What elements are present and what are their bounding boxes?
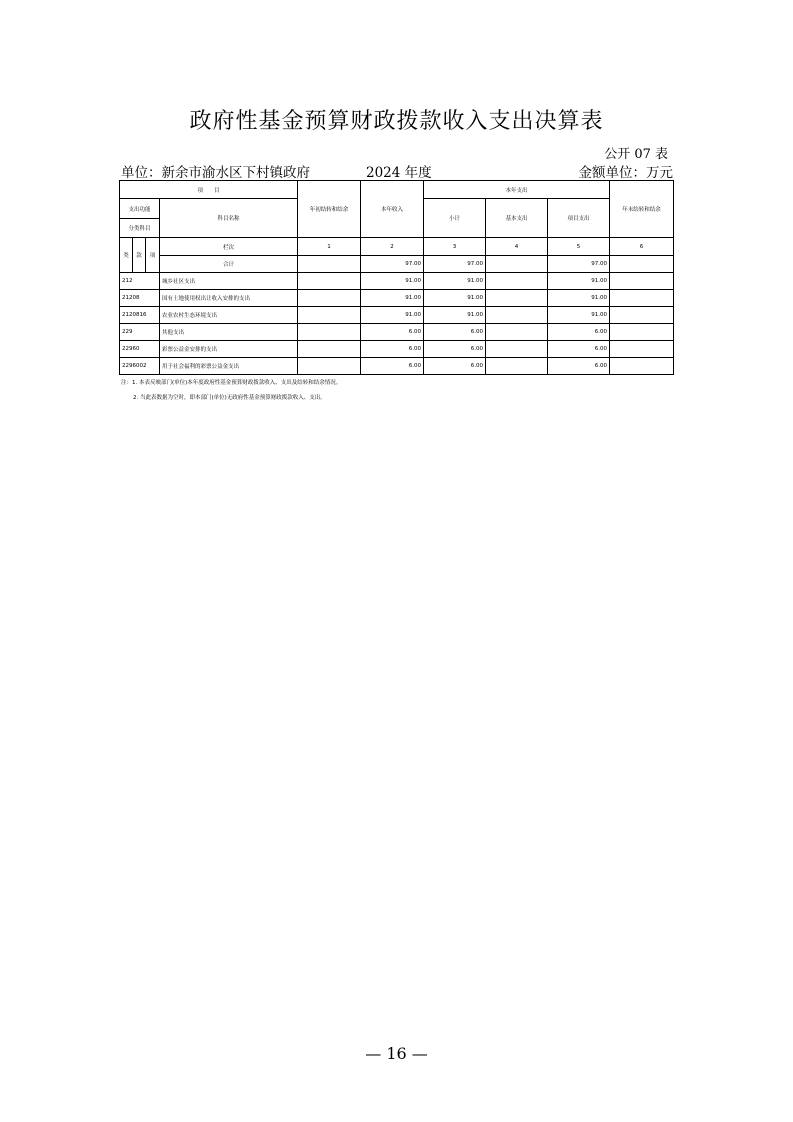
row-basic — [486, 307, 548, 324]
total-basic — [486, 256, 548, 273]
row-subtotal: 6.00 — [424, 341, 486, 358]
row-project: 91.00 — [548, 307, 610, 324]
row-begin — [298, 307, 361, 324]
total-begin — [298, 256, 361, 273]
year-label: 2024 年度 — [366, 165, 432, 181]
header-subject-name: 科目名称 — [160, 199, 298, 238]
row-subtotal: 6.00 — [424, 358, 486, 375]
row-begin — [298, 358, 361, 375]
page-number: — 16 — — [365, 1044, 428, 1063]
row-name: 农业农村生态环境支出 — [160, 307, 298, 324]
header-begin-balance: 年初结转和结余 — [298, 181, 361, 238]
row-basic — [486, 358, 548, 375]
row-income: 6.00 — [361, 324, 424, 341]
table-row — [120, 307, 674, 324]
total-label: 合计 — [160, 256, 298, 273]
row-name: 城乡社区支出 — [160, 273, 298, 290]
report-title: 政府性基金预算财政拨款收入支出决算表 — [189, 109, 604, 134]
col-num-6: 6 — [610, 238, 674, 256]
header-project: 项 目 — [120, 181, 298, 199]
report-table — [119, 180, 674, 375]
row-income: 91.00 — [361, 307, 424, 324]
header-xiang: 项 — [146, 238, 160, 273]
row-end — [610, 324, 674, 341]
table-row — [120, 273, 674, 290]
row-end — [610, 290, 674, 307]
col-num-3: 3 — [424, 238, 486, 256]
header-kuan: 款 — [133, 238, 146, 273]
header-income: 本年收入 — [361, 181, 424, 238]
row-income: 6.00 — [361, 341, 424, 358]
header-row-4 — [120, 238, 674, 256]
unit-label: 单位：新余市渝水区下村镇政府 — [121, 165, 310, 181]
row-income: 91.00 — [361, 290, 424, 307]
row-income: 91.00 — [361, 273, 424, 290]
row-name: 国有土地使用权出让收入安排的支出 — [160, 290, 298, 307]
header-func-class: 分类科目 — [120, 219, 160, 238]
row-subtotal: 91.00 — [424, 290, 486, 307]
row-name: 用于社会福利的彩票公益金支出 — [160, 358, 298, 375]
row-code: 212 — [120, 273, 160, 290]
row-basic — [486, 290, 548, 307]
row-project: 91.00 — [548, 290, 610, 307]
row-basic — [486, 324, 548, 341]
table-row — [120, 358, 674, 375]
total-project: 97.00 — [548, 256, 610, 273]
header-end-balance: 年末结转和结余 — [610, 181, 674, 238]
note-1: 注：1. 本表反映部门(单位)本年度政府性基金预算财政拨款收入、支出及结转和结余情况。 — [121, 380, 342, 386]
row-project: 6.00 — [548, 324, 610, 341]
row-begin — [298, 273, 361, 290]
table-row — [120, 324, 674, 341]
row-begin — [298, 341, 361, 358]
row-subtotal: 91.00 — [424, 307, 486, 324]
row-end — [610, 358, 674, 375]
col-label: 栏次 — [160, 238, 298, 256]
notes — [121, 376, 341, 406]
row-subtotal: 6.00 — [424, 324, 486, 341]
table-number: 公开 07 表 — [604, 147, 668, 162]
row-code: 2296002 — [120, 358, 160, 375]
header-func-code: 支出功能 — [120, 199, 160, 219]
unit-row — [121, 161, 673, 179]
row-basic — [486, 273, 548, 290]
row-income: 6.00 — [361, 358, 424, 375]
row-code: 22960 — [120, 341, 160, 358]
row-name: 其他支出 — [160, 324, 298, 341]
row-project: 6.00 — [548, 358, 610, 375]
col-num-4: 4 — [486, 238, 548, 256]
col-num-1: 1 — [298, 238, 361, 256]
total-income: 97.00 — [361, 256, 424, 273]
header-project-exp: 项目支出 — [548, 199, 610, 238]
row-end — [610, 273, 674, 290]
header-subtotal: 小计 — [424, 199, 486, 238]
table-row — [120, 341, 674, 358]
amount-unit-label: 金额单位：万元 — [578, 165, 673, 181]
row-code: 21208 — [120, 290, 160, 307]
row-project: 91.00 — [548, 273, 610, 290]
header-lei: 类 — [120, 238, 133, 273]
row-end — [610, 307, 674, 324]
col-num-2: 2 — [361, 238, 424, 256]
row-code: 229 — [120, 324, 160, 341]
row-end — [610, 341, 674, 358]
header-expense: 本年支出 — [424, 181, 610, 199]
header-row-1 — [120, 181, 674, 199]
total-subtotal: 97.00 — [424, 256, 486, 273]
row-begin — [298, 290, 361, 307]
row-begin — [298, 324, 361, 341]
row-basic — [486, 341, 548, 358]
row-project: 6.00 — [548, 341, 610, 358]
total-row — [120, 256, 674, 273]
note-2: 2. 当此表数据为空时，即本部门(单位)无政府性基金预算财政拨款收入、支出。 — [133, 395, 326, 401]
col-num-5: 5 — [548, 238, 610, 256]
table-row — [120, 290, 674, 307]
row-subtotal: 91.00 — [424, 273, 486, 290]
row-code: 2120816 — [120, 307, 160, 324]
header-basic: 基本支出 — [486, 199, 548, 238]
row-name: 彩票公益金安排的支出 — [160, 341, 298, 358]
total-end — [610, 256, 674, 273]
